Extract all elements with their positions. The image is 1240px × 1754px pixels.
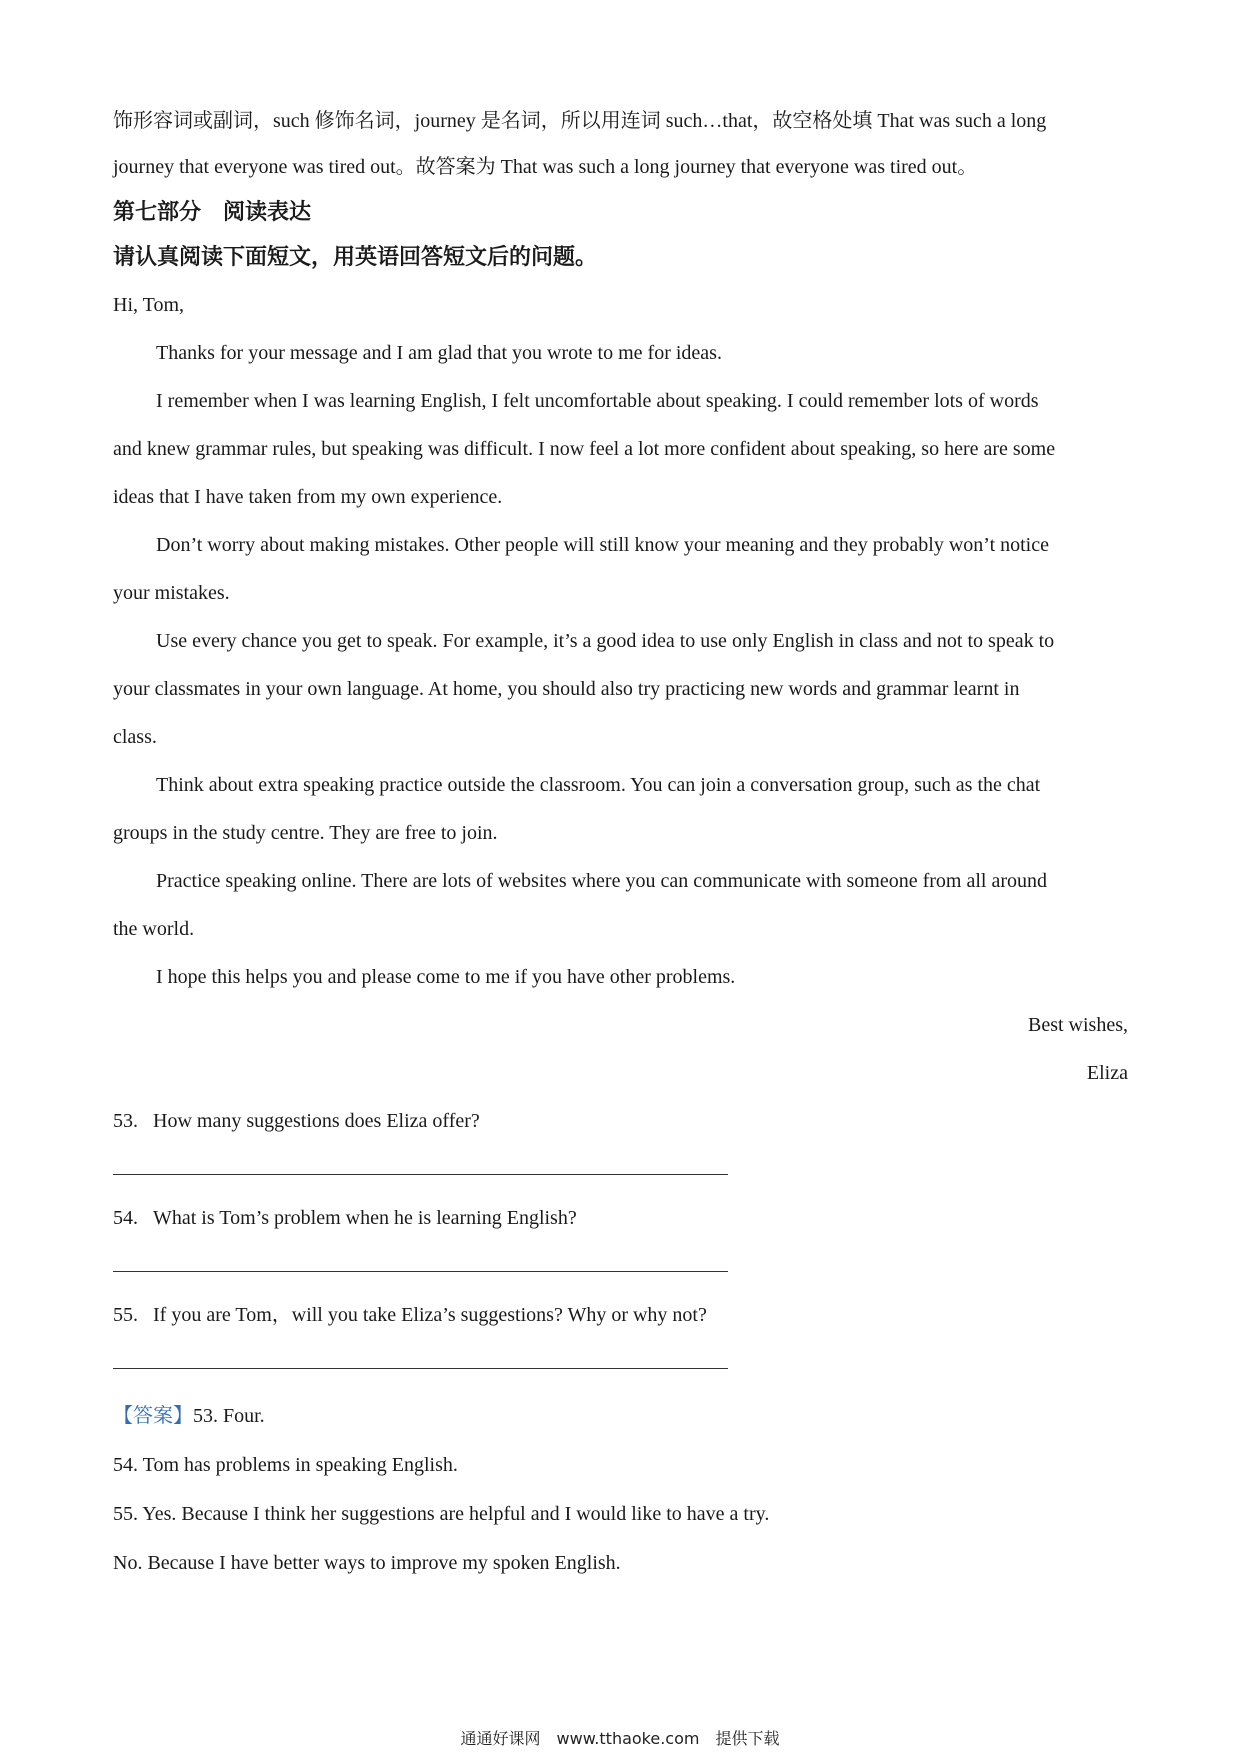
question-53 bbox=[113, 1106, 1133, 1136]
letter-paragraph-5-line-2: groups in the study centre. They are free to join. bbox=[113, 822, 498, 844]
letter-paragraph-5-line-1: Think about extra speaking practice outside the classroom. You can join a conversation group, such as the chat bbox=[156, 774, 1041, 796]
answer-54: 54. Tom has problems in speaking English. bbox=[113, 1454, 458, 1476]
answer-line-54[interactable] bbox=[113, 1271, 728, 1272]
letter-signature: Eliza bbox=[1086, 1062, 1128, 1084]
answer-53 bbox=[113, 1401, 1133, 1431]
answer-53-text: 53. Four. bbox=[193, 1405, 265, 1427]
page-footer: 通通好课网 www.tthaoke.com 提供下载 bbox=[460, 1729, 780, 1748]
letter-paragraph-4-line-3: class. bbox=[113, 726, 157, 748]
question-text: How many suggestions does Eliza offer? bbox=[153, 1110, 480, 1132]
answer-tag: 【答案】 bbox=[113, 1405, 193, 1427]
letter-greeting: Hi, Tom, bbox=[113, 294, 185, 316]
answer-55-yes: 55. Yes. Because I think her suggestions are helpful and I would like to have a try. bbox=[113, 1503, 770, 1525]
question-54 bbox=[113, 1203, 1133, 1233]
explanation-line-1: 饰形容词或副词，such 修饰名词，journey 是名词，所以用连词 such…that，故空格处填 That was such a long bbox=[113, 110, 1047, 132]
letter-paragraph-2-line-3: ideas that I have taken from my own experience. bbox=[113, 486, 503, 508]
section-instruction: 请认真阅读下面短文，用英语回答短文后的问题。 bbox=[113, 245, 598, 270]
explanation-line-2: journey that everyone was tired out。故答案为 That was such a long journey that everyone was tired out。 bbox=[113, 156, 978, 178]
letter-paragraph-4-line-2: your classmates in your own language. At home, you should also try practicing new words and grammar learnt in bbox=[113, 678, 1020, 700]
answer-line-53[interactable] bbox=[113, 1174, 728, 1175]
letter-paragraph-4-line-1: Use every chance you get to speak. For example, it’s a good idea to use only English in class and not to speak to bbox=[156, 630, 1055, 652]
question-text: What is Tom’s problem when he is learning English? bbox=[153, 1207, 577, 1229]
letter-paragraph-7: I hope this helps you and please come to me if you have other problems. bbox=[156, 966, 736, 988]
letter-paragraph-3-line-1: Don’t worry about making mistakes. Other people will still know your meaning and they probably won’t notice bbox=[156, 534, 1049, 556]
answer-55-no: No. Because I have better ways to improve my spoken English. bbox=[113, 1552, 621, 1574]
letter-paragraph-2-line-1: I remember when I was learning English, I felt uncomfortable about speaking. I could remember lots of words bbox=[156, 390, 1039, 412]
letter-closing: Best wishes, bbox=[1028, 1014, 1128, 1036]
question-text: If you are Tom，will you take Eliza’s suggestions? Why or why not? bbox=[153, 1304, 707, 1326]
letter-paragraph-6-line-2: the world. bbox=[113, 918, 195, 940]
answer-line-55[interactable] bbox=[113, 1368, 728, 1369]
question-number: 53. bbox=[113, 1110, 138, 1132]
question-number: 55. bbox=[113, 1304, 138, 1326]
letter-paragraph-3-line-2: your mistakes. bbox=[113, 582, 230, 604]
letter-paragraph-1: Thanks for your message and I am glad that you wrote to me for ideas. bbox=[156, 342, 722, 364]
letter-paragraph-2-line-2: and knew grammar rules, but speaking was difficult. I now feel a lot more confident about speaking, so here are some bbox=[113, 438, 1056, 460]
section-title: 第七部分 阅读表达 bbox=[113, 200, 312, 225]
question-number: 54. bbox=[113, 1207, 138, 1229]
letter-paragraph-6-line-1: Practice speaking online. There are lots of websites where you can communicate with someone from all around bbox=[156, 870, 1048, 892]
question-55 bbox=[113, 1300, 1133, 1330]
